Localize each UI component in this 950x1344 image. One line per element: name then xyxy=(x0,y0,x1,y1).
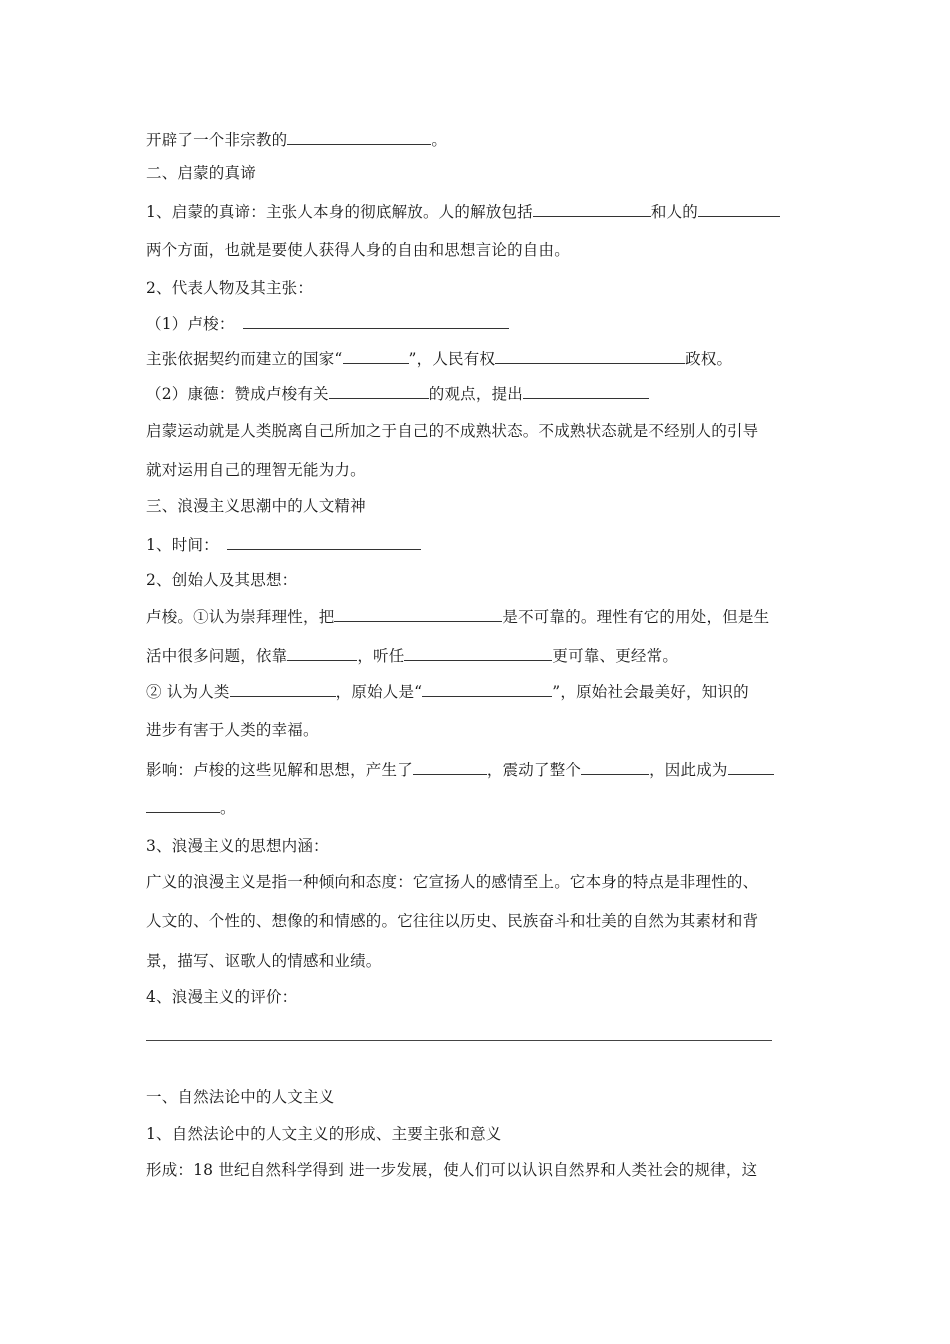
text-line xyxy=(146,951,382,971)
fill-in-blank[interactable] xyxy=(334,606,502,622)
fill-in-blank[interactable] xyxy=(422,681,552,697)
fill-in-blank[interactable] xyxy=(287,129,431,145)
text-line xyxy=(146,606,769,627)
text-segment: 三、浪漫主义思潮中的人文精神 xyxy=(146,497,366,515)
text-line xyxy=(146,240,570,260)
fill-in-blank[interactable] xyxy=(728,759,774,775)
text-segment: 主张依据契约而建立的国家“ xyxy=(146,350,343,368)
text-line xyxy=(146,872,758,892)
text-line xyxy=(146,681,749,702)
text-segment: ”，原始社会最美好，知识的 xyxy=(552,683,749,701)
text-line xyxy=(146,278,313,298)
answer-line[interactable] xyxy=(146,1040,772,1041)
fill-in-blank[interactable] xyxy=(343,348,409,364)
text-segment: （1）卢梭： xyxy=(146,315,235,333)
text-segment: 的观点，提出 xyxy=(428,385,523,403)
text-line xyxy=(146,570,297,590)
text-segment: 和人的 xyxy=(650,203,698,221)
text-segment: 。 xyxy=(431,131,448,149)
text-segment: 是不可靠的。理性有它的用处，但是生 xyxy=(502,608,770,626)
text-line xyxy=(146,645,678,666)
text-segment: 广义的浪漫主义是指一种倾向和态度：它宣扬人的感情至上。它本身的特点是非理性的、 xyxy=(146,873,759,891)
fill-in-blank[interactable] xyxy=(329,383,429,399)
fill-in-blank[interactable] xyxy=(495,348,685,364)
text-line xyxy=(146,720,319,740)
text-line xyxy=(146,348,732,369)
text-line xyxy=(146,383,649,404)
section-heading xyxy=(146,1087,334,1107)
text-line xyxy=(146,129,447,150)
text-line xyxy=(146,836,329,856)
text-segment: 一、自然法论中的人文主义 xyxy=(146,1088,335,1106)
text-segment: 影响：卢梭的这些见解和思想，产生了 xyxy=(146,761,413,779)
fill-in-blank[interactable] xyxy=(227,534,421,550)
text-line xyxy=(146,421,758,441)
fill-in-blank[interactable] xyxy=(581,759,649,775)
text-segment: ，原始人是“ xyxy=(335,683,423,701)
text-segment: 卢梭。①认为崇拜理性，把 xyxy=(146,608,335,626)
text-segment: ，因此成为 xyxy=(649,761,728,779)
fill-in-blank[interactable] xyxy=(698,201,780,217)
text-segment: 形成：18 世纪自然科学得到 进一步发展，使人们可以认识自然界和人类社会的规律，这 xyxy=(146,1161,758,1179)
text-segment: 开辟了一个非宗教的 xyxy=(146,131,288,149)
text-segment: ”，人民有权 xyxy=(408,350,496,368)
text-segment: 启蒙运动就是人类脱离自己所加之于自己的不成熟状态。不成熟状态就是不经别人的引导 xyxy=(146,422,759,440)
text-segment: 1、自然法论中的人文主义的形成、主要主张和意义 xyxy=(146,1125,502,1143)
text-segment: 2、代表人物及其主张： xyxy=(146,279,314,297)
text-segment: 就对运用自己的理智无能为力。 xyxy=(146,461,366,479)
fill-in-blank[interactable] xyxy=(146,797,220,813)
text-segment: 4、浪漫主义的评价： xyxy=(146,988,298,1006)
text-segment: 1、启蒙的真谛：主张人本身的彻底解放。人的解放包括 xyxy=(146,203,533,221)
text-segment: 景，描写、讴歌人的情感和业绩。 xyxy=(146,952,382,970)
text-line xyxy=(146,313,509,334)
text-line xyxy=(146,759,774,780)
text-segment: （2）康德：赞成卢梭有关 xyxy=(146,385,329,403)
text-segment: 3、浪漫主义的思想内涵： xyxy=(146,837,329,855)
text-line xyxy=(146,460,366,480)
fill-in-blank[interactable] xyxy=(287,645,357,661)
text-segment: 2、创始人及其思想： xyxy=(146,571,298,589)
text-segment: 二、启蒙的真谛 xyxy=(146,164,256,182)
text-segment: 更可靠、更经常。 xyxy=(552,647,679,665)
fill-in-blank[interactable] xyxy=(533,201,651,217)
text-segment: 两个方面，也就是要使人获得人身的自由和思想言论的自由。 xyxy=(146,241,570,259)
section-heading xyxy=(146,496,366,516)
fill-in-blank[interactable] xyxy=(523,383,649,399)
fill-in-blank[interactable] xyxy=(230,681,336,697)
text-segment: ② 认为人类 xyxy=(146,683,230,701)
text-line xyxy=(146,797,236,818)
text-segment: 1、时间： xyxy=(146,536,219,554)
text-segment: ，震动了整个 xyxy=(486,761,582,779)
text-line xyxy=(146,1124,501,1144)
fill-in-blank[interactable] xyxy=(243,313,509,329)
text-line xyxy=(146,534,421,555)
section-heading xyxy=(146,163,256,183)
fill-in-blank[interactable] xyxy=(413,759,487,775)
fill-in-blank[interactable] xyxy=(404,645,552,661)
text-segment: 政权。 xyxy=(685,350,733,368)
text-segment: 活中很多问题，依靠 xyxy=(146,647,288,665)
text-line xyxy=(146,911,758,931)
text-segment: 。 xyxy=(220,799,236,817)
text-line xyxy=(146,987,297,1007)
text-segment: 人文的、个性的、想像的和情感的。它往往以历史、民族奋斗和壮美的自然为其素材和背 xyxy=(146,912,759,930)
text-segment: 进步有害于人类的幸福。 xyxy=(146,721,319,739)
text-line xyxy=(146,1160,757,1180)
text-line xyxy=(146,201,780,222)
text-segment: ，听任 xyxy=(357,647,405,665)
